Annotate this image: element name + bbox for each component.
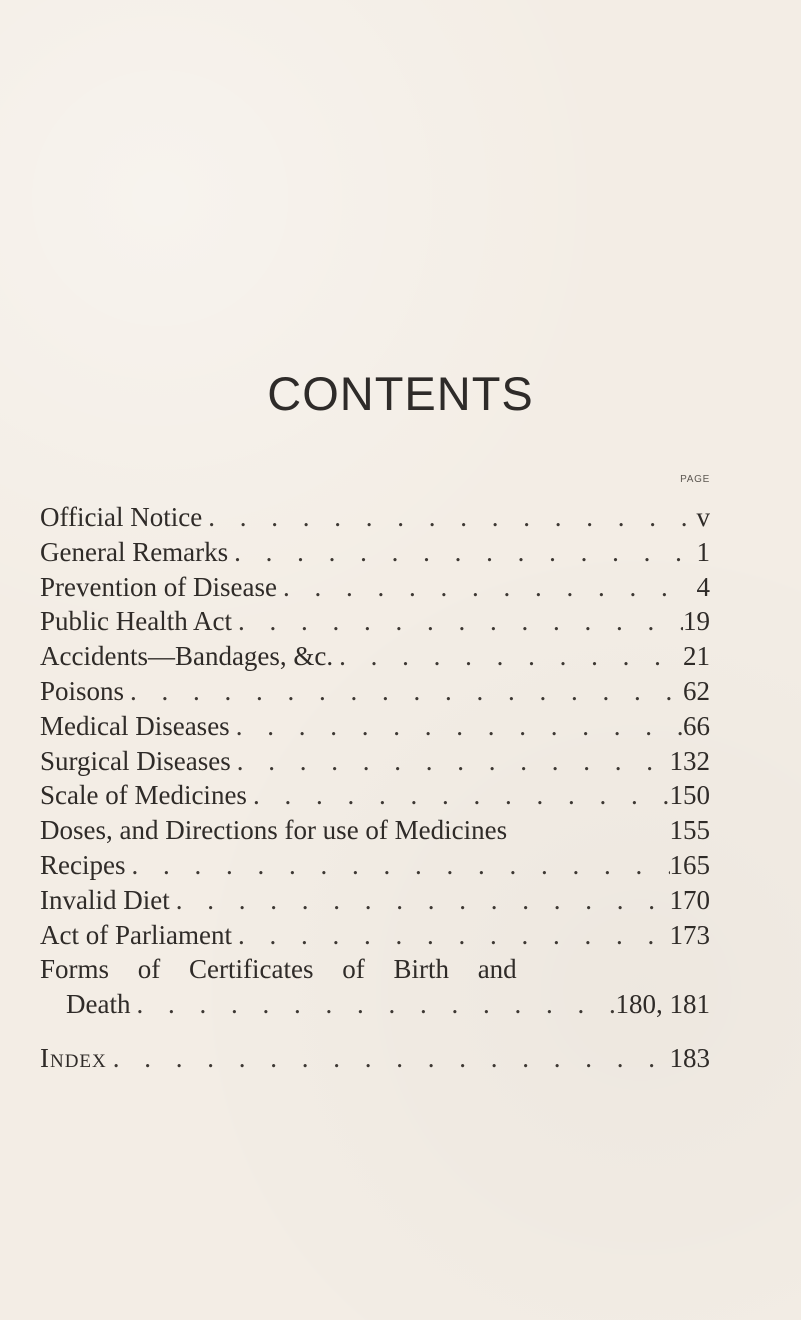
dot-leader xyxy=(228,535,686,569)
toc-entry-page: 132 xyxy=(669,745,710,776)
dot-leader xyxy=(247,778,670,812)
dot-leader xyxy=(230,709,683,743)
toc-entry xyxy=(40,778,710,813)
toc-index-entry xyxy=(40,1041,710,1076)
toc-entry-page: 173 xyxy=(669,919,710,950)
toc-entry-label: Invalid Diet xyxy=(40,884,170,915)
toc-entry xyxy=(40,987,710,1022)
dot-leader xyxy=(232,918,670,952)
toc-entry-label: Scale of Medicines xyxy=(40,780,247,811)
toc-entry-page: 155 xyxy=(669,815,710,846)
dot-leader xyxy=(231,744,670,778)
toc-entry-page: 21 xyxy=(683,641,710,672)
toc-entry xyxy=(40,709,710,744)
dot-leader xyxy=(107,1041,670,1075)
toc-entry-page: 170 xyxy=(669,884,710,915)
toc-entry xyxy=(40,674,710,709)
toc-entry-page: 180, 181 xyxy=(615,989,710,1020)
toc-entry-label: Doses, and Directions for use of Medicines xyxy=(40,815,508,846)
toc-entry-page: 183 xyxy=(669,1042,710,1073)
dot-leader xyxy=(277,570,686,604)
table-of-contents xyxy=(40,500,710,1076)
toc-entry-label: Prevention of Disease xyxy=(40,571,277,602)
toc-entry-label: Official Notice xyxy=(40,502,203,532)
toc-entry xyxy=(40,535,710,570)
toc-entry-label: Accidents—Bandages, &c. xyxy=(40,641,334,672)
dot-leader xyxy=(333,639,683,673)
toc-entry-label: Surgical Diseases xyxy=(40,745,231,776)
toc-entry-label: Forms of Certificates of Birth and xyxy=(40,954,517,985)
toc-entry-page: 19 xyxy=(683,606,710,637)
toc-entry xyxy=(40,848,710,883)
toc-entry xyxy=(40,570,710,605)
dot-leader xyxy=(170,883,670,917)
toc-entry xyxy=(40,952,710,987)
dot-leader xyxy=(125,848,669,882)
toc-entry-page: 62 xyxy=(683,675,710,706)
toc-entry-label: General Remarks xyxy=(40,536,229,567)
toc-entry xyxy=(40,883,710,918)
toc-entry xyxy=(40,604,710,639)
toc-entry-label: Recipes xyxy=(40,849,126,880)
toc-entry-page: 150 xyxy=(669,780,710,811)
page-title: CONTENTS xyxy=(267,367,534,420)
page-column-heading: PAGE xyxy=(680,474,710,485)
toc-entry-label: Public Health Act xyxy=(40,606,232,637)
toc-entry-label: Medical Diseases xyxy=(40,710,230,741)
dot-leader xyxy=(130,987,615,1021)
toc-entry-label: Poisons xyxy=(40,675,125,706)
toc-entry xyxy=(40,744,710,779)
toc-entry-label: Index xyxy=(40,1042,107,1073)
dot-leader xyxy=(202,500,686,534)
toc-entry xyxy=(40,500,710,535)
toc-entry xyxy=(40,813,710,848)
toc-entry-page: v xyxy=(696,502,710,532)
section-gap xyxy=(40,1022,710,1041)
toc-entry xyxy=(40,918,710,953)
toc-entry-label: Act of Parliament xyxy=(40,919,232,950)
toc-entry-page: 1 xyxy=(696,536,710,567)
toc-entry-page: 66 xyxy=(683,710,710,741)
toc-entry-label: Death xyxy=(66,989,131,1020)
toc-entry xyxy=(40,639,710,674)
dot-leader xyxy=(232,604,683,638)
dot-leader xyxy=(124,674,683,708)
toc-entry-page: 165 xyxy=(669,849,710,880)
toc-entry-page: 4 xyxy=(696,571,710,602)
